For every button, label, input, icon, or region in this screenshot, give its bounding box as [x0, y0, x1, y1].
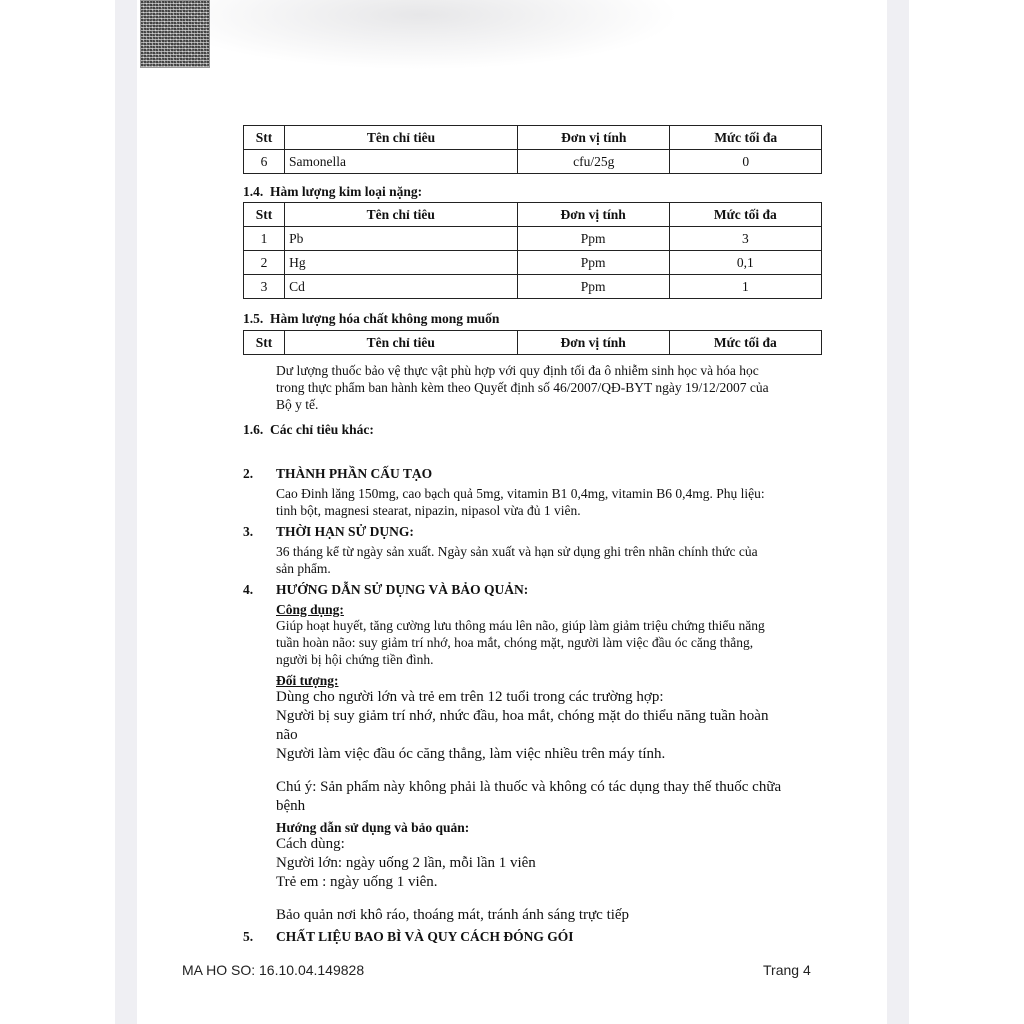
table-heavy-metals	[243, 202, 822, 299]
section-3-title: THỜI HẠN SỬ DỤNG:	[276, 524, 414, 539]
cell-stt: 3	[244, 275, 285, 299]
cell-max: 3	[669, 227, 821, 251]
text-line: tuần hoàn não: suy giảm trí nhớ, hoa mắt, chóng mặt, người làm việc đầu óc căng thẳng,	[276, 635, 754, 650]
section-4-number: 4.	[243, 582, 254, 597]
cell-stt: 2	[244, 251, 285, 275]
background-left	[0, 0, 115, 1024]
cell-max: 1	[669, 275, 821, 299]
col-header: Stt	[244, 331, 285, 355]
text-line: Người lớn: ngày uống 2 lần, mỗi lần 1 viên	[276, 855, 536, 871]
cell-unit: cfu/25g	[518, 150, 670, 174]
col-header: Stt	[244, 203, 285, 227]
section-title: Hàm lượng hóa chất không mong muốn	[270, 311, 500, 326]
section-title: Hàm lượng kim loại nặng:	[270, 184, 423, 199]
cell-name: Samonella	[284, 150, 517, 174]
text-line: não	[276, 727, 298, 743]
qr-code-image	[140, 0, 210, 68]
section-5-number: 5.	[243, 929, 254, 944]
text-line: Bộ y tế.	[276, 397, 319, 412]
text-line: sản phẩm.	[276, 561, 331, 576]
col-header: Tên chỉ tiêu	[285, 331, 517, 355]
instructions-paragraph	[276, 835, 536, 892]
section-1-4-heading	[243, 183, 422, 200]
section-2-number: 2.	[243, 466, 254, 481]
section-4-title: HƯỚNG DẪN SỬ DỤNG VÀ BẢO QUẢN:	[276, 582, 529, 597]
cell-stt: 1	[244, 227, 285, 251]
col-header: Mức tối đa	[669, 203, 821, 227]
table-microbiology	[243, 125, 822, 174]
cell-unit: Ppm	[517, 251, 669, 275]
cell-unit: Ppm	[517, 227, 669, 251]
col-header: Tên chỉ tiêu	[284, 126, 517, 150]
text-line: Dùng cho người lớn và trẻ em trên 12 tuổi trong các trường hợp:	[276, 689, 664, 705]
footer-dossier-number: MA HO SO: 16.10.04.149828	[182, 962, 365, 978]
col-header: Mức tối đa	[669, 331, 821, 355]
cell-name: Hg	[285, 251, 517, 275]
section-title: Các chỉ tiêu khác:	[270, 422, 374, 437]
col-header: Đơn vị tính	[518, 126, 670, 150]
table-chemicals	[243, 330, 822, 355]
cell-name: Cd	[285, 275, 517, 299]
section-3-number: 3.	[243, 524, 254, 539]
text-line: tinh bột, magnesi stearat, nipazin, nipasol vừa đủ 1 viên.	[276, 503, 581, 518]
section-number: 1.4.	[243, 184, 264, 199]
text-line: Dư lượng thuốc bảo vệ thực vật phù hợp với quy định tối đa ô nhiễm sinh học và hóa học	[276, 363, 759, 378]
storage-text: Bảo quản nơi khô ráo, thoáng mát, tránh ánh sáng trực tiếp	[276, 907, 630, 923]
text-line: Giúp hoạt huyết, tăng cường lưu thông máu lên não, giúp làm giảm triệu chứng thiểu năng	[276, 618, 765, 633]
table-header-row	[244, 126, 822, 150]
cell-max: 0,1	[669, 251, 821, 275]
table-row	[244, 227, 822, 251]
section-2-title: THÀNH PHẦN CẤU TẠO	[276, 466, 433, 481]
target-label: Đối tượng:	[276, 673, 339, 688]
section-1-6-heading	[243, 421, 374, 438]
cell-unit: Ppm	[517, 275, 669, 299]
table-row	[244, 150, 822, 174]
shelf-life-paragraph	[276, 543, 758, 577]
note-paragraph	[276, 778, 781, 816]
page-shadow	[160, 0, 680, 70]
text-line: trong thực phẩm ban hành kèm theo Quyết định số 46/2007/QĐ-BYT ngày 19/12/2007 của	[276, 380, 769, 395]
text-line: Trẻ em : ngày uống 1 viên.	[276, 874, 438, 890]
instructions-label: Hướng dẫn sử dụng và bảo quản:	[276, 820, 470, 835]
table-header-row	[244, 331, 822, 355]
usage-label: Công dụng:	[276, 602, 344, 617]
col-header: Đơn vị tính	[517, 203, 669, 227]
col-header: Stt	[244, 126, 285, 150]
usage-paragraph	[276, 617, 765, 668]
col-header: Đơn vị tính	[517, 331, 669, 355]
footer-page-number: Trang 4	[763, 962, 811, 978]
table-row	[244, 251, 822, 275]
residue-paragraph	[276, 362, 769, 413]
text-line: Chú ý: Sản phẩm này không phải là thuốc và không có tác dụng thay thế thuốc chữa	[276, 779, 782, 795]
text-line: Người bị suy giảm trí nhớ, nhức đầu, hoa mắt, chóng mặt do thiểu năng tuần hoàn	[276, 708, 769, 724]
col-header: Mức tối đa	[670, 126, 822, 150]
text-line: người bị hội chứng tiền đình.	[276, 652, 434, 667]
composition-paragraph	[276, 485, 765, 519]
cell-stt: 6	[244, 150, 285, 174]
text-line: 36 tháng kể từ ngày sản xuất. Ngày sản xuất và hạn sử dụng ghi trên nhãn chính thức của	[276, 544, 758, 559]
text-line: Cách dùng:	[276, 836, 345, 852]
cell-name: Pb	[285, 227, 517, 251]
section-5-title: CHẤT LIỆU BAO BÌ VÀ QUY CÁCH ĐÓNG GÓI	[276, 929, 574, 944]
col-header: Tên chỉ tiêu	[285, 203, 517, 227]
text-line: bệnh	[276, 798, 306, 814]
text-line: Người làm việc đầu óc căng thẳng, làm việc nhiều trên máy tính.	[276, 746, 666, 762]
table-row	[244, 275, 822, 299]
cell-max: 0	[670, 150, 822, 174]
text-line: Cao Đinh lăng 150mg, cao bạch quả 5mg, vitamin B1 0,4mg, vitamin B6 0,4mg. Phụ liệu:	[276, 486, 765, 501]
section-1-5-heading	[243, 310, 499, 327]
target-paragraph	[276, 688, 768, 764]
table-header-row	[244, 203, 822, 227]
section-number: 1.5.	[243, 311, 264, 326]
background-right	[909, 0, 1024, 1024]
section-number: 1.6.	[243, 422, 264, 437]
